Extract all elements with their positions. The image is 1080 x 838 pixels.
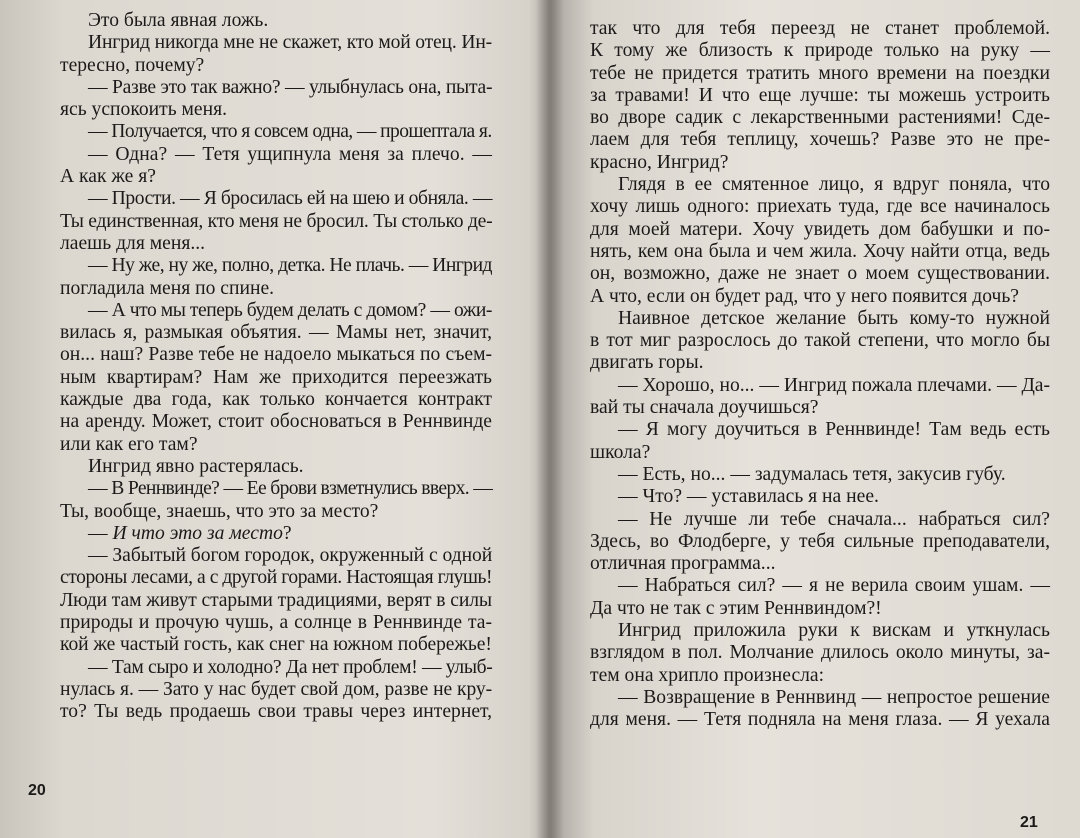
text-line: двигать горы. xyxy=(590,352,704,374)
text-line: тересно, почему? xyxy=(60,54,205,76)
text-line: кой же частый гость, как снег на южном побережье! xyxy=(60,634,492,656)
text-line: — Набраться сил? — я не верила своим ушам. — xyxy=(618,575,1050,597)
text-line: тем она хрипло произнесла: xyxy=(590,664,825,686)
text-line: — Возвращение в Реннвинд — непростое решение xyxy=(618,686,1050,708)
left-page-text xyxy=(60,10,492,724)
text-line: — Я могу доучиться в Реннвинде! Там ведь есть xyxy=(618,419,1050,441)
text-line: — Получается, что я совсем одна, — прошептала я. xyxy=(88,121,492,143)
text-line: А как же я? xyxy=(60,166,156,188)
text-line: Глядя в ее смятенное лицо, я вдруг поняла, что xyxy=(618,174,1050,196)
text-line: на аренду. Может, стоит обосноваться в Реннвинде xyxy=(60,411,492,433)
text-line: за травами! И что еще лучше: ты можешь устроить xyxy=(590,84,1050,106)
page-number-left: 20 xyxy=(28,782,46,799)
text-line: нулась я. — Зато у нас будет свой дом, разве не кру- xyxy=(60,678,493,700)
text-line: — Забытый богом городок, окруженный с одной xyxy=(88,545,493,567)
text-line: стороны лесами, а с другой горами. Настоящая глушь! xyxy=(60,567,493,589)
text-line: каждые два года, как только кончается контракт xyxy=(60,389,492,411)
text-line: А что, если он будет рад, что у него появится дочь? xyxy=(590,285,1019,307)
text-line: ясь успокоить меня. xyxy=(60,99,228,121)
text-line: — Разве это так важно? — улыбнулась она, пыта- xyxy=(88,76,493,98)
text-line: для моей матери. Хочу увидеть дом бабушки и по- xyxy=(590,218,1050,240)
text-line: ным квартирам? Нам же приходится переезжать xyxy=(60,366,492,388)
text-line: Ингрид явно растерялась. xyxy=(88,455,304,477)
right-page-text xyxy=(590,18,1050,732)
text-line: то? Ты ведь продаешь свои травы через интернет, xyxy=(60,701,492,723)
text-line: Наивное детское желание быть кому-то нужной xyxy=(618,307,1050,329)
text-line: — Что? — уставилась я на нее. xyxy=(618,486,879,508)
text-line: или как его там? xyxy=(60,433,198,455)
text-line: Ты единственная, кто меня не бросил. Ты столько де- xyxy=(60,210,493,232)
text-line: Это была явная ложь. xyxy=(88,10,269,31)
text-line: — В Реннвинде? — Ее брови взметнулись вверх. — xyxy=(88,478,493,500)
page-number-right: 21 xyxy=(1020,814,1038,831)
text-line: — Там сыро и холодно? Да нет проблем! — улыб- xyxy=(88,656,493,678)
text-line: так что для тебя переезд не станет проблемой. xyxy=(590,18,1050,39)
text-line: — Ну же, ну же, полно, детка. Не плачь. — Ингрид xyxy=(88,255,492,277)
text-line: Ингрид приложила руки к вискам и уткнулась xyxy=(618,620,1050,642)
text-line: тебе не придется тратить много времени на поездки xyxy=(590,62,1050,84)
text-line: — Хорошо, но... — Ингрид пожала плечами. — Да- xyxy=(618,374,1051,396)
text-line: школа? xyxy=(590,441,651,463)
text-line: Люди там живут старыми традициями, верят в силы xyxy=(60,589,492,611)
text-line: Здесь, во Флодберге, у тебя сильные преподаватели, xyxy=(590,530,1050,552)
text-line: — Не лучше ли тебе сначала... набраться сил? xyxy=(618,508,1050,530)
text-line: в тот миг разрослось до такой степени, что могло бы xyxy=(590,330,1050,352)
text-line: погладила меня по спине. xyxy=(60,277,275,299)
text-line: отличная программа... xyxy=(590,553,776,575)
text-line: хочу лишь одного: приехать туда, где все начиналось xyxy=(590,196,1050,218)
text-line: лаем для тебя теплицу, хочешь? Разве это не пре- xyxy=(590,129,1050,151)
text-line: он... наш? Разве тебе не надоело мыкаться по съем- xyxy=(60,344,492,366)
text-line: лаешь для меня... xyxy=(60,232,206,254)
text-line: — А что мы теперь будем делать с домом? — ожи- xyxy=(88,299,492,321)
text-line: во дворе садик с лекарственными растениями! Сде- xyxy=(590,107,1050,129)
text-line: — И что это за место? xyxy=(88,522,292,544)
text-line: вилась я, размыкая объятия. — Мамы нет, значит, xyxy=(60,322,492,344)
right-page xyxy=(560,0,1080,838)
text-line: Ты, вообще, знаешь, что это за место? xyxy=(60,500,379,522)
text-line: он, возможно, даже не знает о моем существовании. xyxy=(590,263,1050,285)
text-line: природы и прочую чушь, а солнце в Реннвинде та- xyxy=(60,612,492,634)
text-line: Да что не так с этим Реннвиндом?! xyxy=(590,597,882,619)
text-line: — Прости. — Я бросилась ей на шею и обняла. — xyxy=(88,188,492,210)
text-line: красно, Ингрид? xyxy=(590,151,729,173)
text-line: нять, кем она была и чем жила. Хочу найти отца, ведь xyxy=(590,240,1050,262)
text-line: взглядом в пол. Молчание длилось около минуты, за- xyxy=(590,642,1050,664)
text-line: К тому же близость к природе только на руку — xyxy=(590,40,1050,62)
text-line: для меня. — Тетя подняла на меня глаза. — Я уехала xyxy=(590,709,1050,731)
text-line: — Есть, но... — задумалась тетя, закусив губу. xyxy=(618,463,1006,485)
text-line: вай ты сначала доучишься? xyxy=(590,397,819,419)
text-line: Ингрид никогда мне не скажет, кто мой отец. Ин- xyxy=(88,32,492,54)
text-line: — Одна? — Тетя ущипнула меня за плечо. — xyxy=(88,143,492,165)
